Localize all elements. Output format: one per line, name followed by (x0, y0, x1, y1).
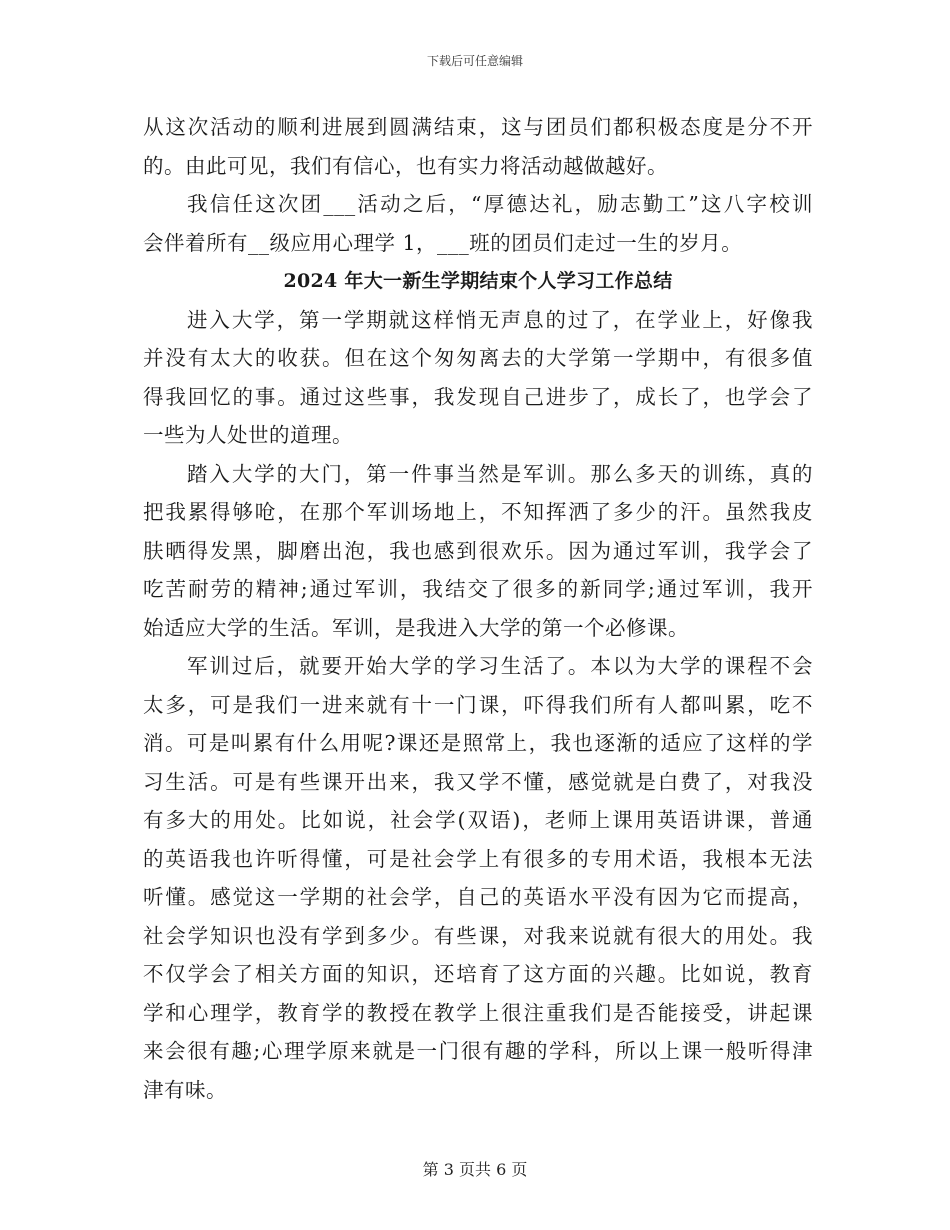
text-line: 来会很有趣;心理学原来就是一门很有趣的学科，所以上课一般听得津 (143, 1039, 813, 1063)
text-line: 不仅学会了相关方面的知识，还培育了这方面的兴趣。比如说，教育 (143, 962, 813, 986)
text-line: 消。可是叫累有什么用呢?课还是照常上，我也逐渐的适应了这样的学 (143, 731, 813, 755)
text-line: 听懂。感觉这一学期的社会学，自己的英语水平没有因为它而提高， (143, 885, 813, 909)
text-line: 习生活。可是有些课开出来，我又学不懂，感觉就是白费了，对我没 (143, 769, 813, 794)
text-line: 肤晒得发黑，脚磨出泡，我也感到很欢乐。因为通过军训，我学会了 (143, 538, 813, 563)
page-header: 下载后可任意编辑 (426, 54, 523, 68)
section-title: 2024 年大一新生学期结束个人学习工作总结 (283, 270, 673, 292)
text-line: 得我回忆的事。通过这些事，我发现自己进步了，成长了，也学会了 (143, 384, 813, 409)
text-line: 进入大学，第一学期就这样悄无声息的过了，在学业上，好像我 (187, 307, 813, 332)
text-line: 会伴着所有__级应用心理学 1，___班的团员们走过一生的岁月。 (143, 230, 743, 255)
document-body (143, 108, 813, 1109)
text-line: 并没有太大的收获。但在这个匆匆离去的大学第一学期中，有很多值 (143, 346, 813, 370)
text-line: 太多，可是我们一进来就有十一门课，吓得我们所有人都叫累，吃不 (143, 692, 813, 717)
text-line: 从这次活动的顺利进展到圆满结束，这与团员们都积极态度是分不开 (143, 115, 813, 139)
text-line: 学和心理学，教育学的教授在教学上很注重我们是否能接受，讲起课 (143, 1000, 813, 1025)
text-line: 社会学知识也没有学到多少。有些课，对我来说就有很大的用处。我 (143, 923, 813, 948)
text-line: 津有味。 (143, 1077, 227, 1102)
text-line: 一些为人处世的道理。 (143, 423, 353, 447)
text-line: 把我累得够呛，在那个军训场地上，不知挥洒了多少的汗。虽然我皮 (143, 500, 813, 524)
text-line: 我信任这次团___活动之后，“厚德达礼，励志勤工”这八字校训 (187, 192, 813, 216)
text-line: 的。由此可见，我们有信心，也有实力将活动越做越好。 (143, 153, 668, 178)
text-line: 始适应大学的生活。军训，是我进入大学的第一个必修课。 (143, 615, 689, 640)
text-line: 军训过后，就要开始大学的学习生活了。本以为大学的课程不会 (187, 654, 813, 678)
page-footer: 第 3 页共 6 页 (422, 1160, 528, 1179)
text-line: 有多大的用处。比如说，社会学(双语)，老师上课用英语讲课，普通 (143, 808, 813, 832)
text-line: 的英语我也许听得懂，可是社会学上有很多的专用术语，我根本无法 (143, 846, 813, 871)
text-line: 吃苦耐劳的精神;通过军训，我结交了很多的新同学;通过军训，我开 (143, 577, 813, 601)
text-line: 踏入大学的大门，第一件事当然是军训。那么多天的训练，真的 (187, 461, 813, 486)
